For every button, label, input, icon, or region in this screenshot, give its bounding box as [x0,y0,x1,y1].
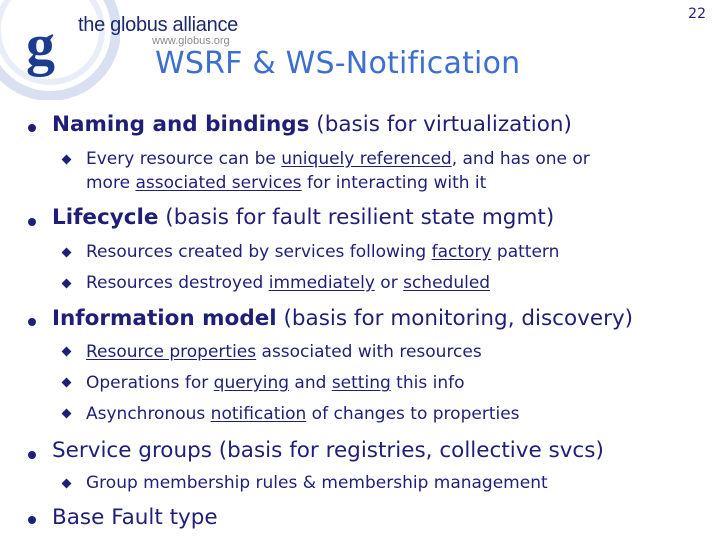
bullet-text: (basis for fault resilient state mgmt) [158,205,555,230]
slide-title: WSRF & WS-Notification [155,46,521,81]
sub-bullet-text: Resource properties associated with resources [86,342,482,362]
bullet-information-model [52,306,633,332]
sub-bullet-diamond [62,347,72,357]
bullet-dot [28,124,36,132]
sub-bullet-diamond [62,155,72,165]
sub-bullet-diamond [62,279,72,289]
bullet-dot [28,218,36,226]
bullet-service-groups: Service groups (basis for registries, collective svcs) [52,438,604,463]
sub-bullet-text: Resources destroyed immediately or scheduled [86,273,491,293]
sub-bullet-text: Resources created by services following factory pattern [86,242,560,262]
bullet-text: (basis for monitoring, discovery) [276,306,634,331]
bullet-dot [28,318,36,326]
bullet-heading: Naming and bindings [52,112,310,137]
sub-bullet-diamond [62,479,72,489]
bullet-text: (basis for virtualization) [309,112,572,137]
sub-bullet-text: Asynchronous notification of changes to properties [86,404,520,424]
bullet-dot [28,451,36,459]
sub-bullet-diamond [62,409,72,419]
logo-letter: g [26,12,53,77]
sub-bullet-text: Operations for querying and setting this info [86,373,465,393]
bullet-base-fault: Base Fault type [52,505,218,530]
page-number: 22 [688,6,706,22]
sub-bullet-text: Every resource can be uniquely referenced, and has one or [86,149,590,169]
sub-bullet-text: Group membership rules & membership management [86,473,548,493]
bullet-dot [28,516,36,524]
org-url: www.globus.org [152,35,230,47]
org-name: the globus alliance [78,14,238,36]
bullet-lifecycle [52,205,554,231]
sub-bullet-diamond [62,248,72,258]
bullet-naming [52,112,572,138]
bullet-heading: Information model [52,306,277,331]
sub-bullet-diamond [62,378,72,388]
bullet-heading: Lifecycle [52,205,159,230]
sub-bullet-text-cont: more associated services for interacting with it [86,173,487,193]
